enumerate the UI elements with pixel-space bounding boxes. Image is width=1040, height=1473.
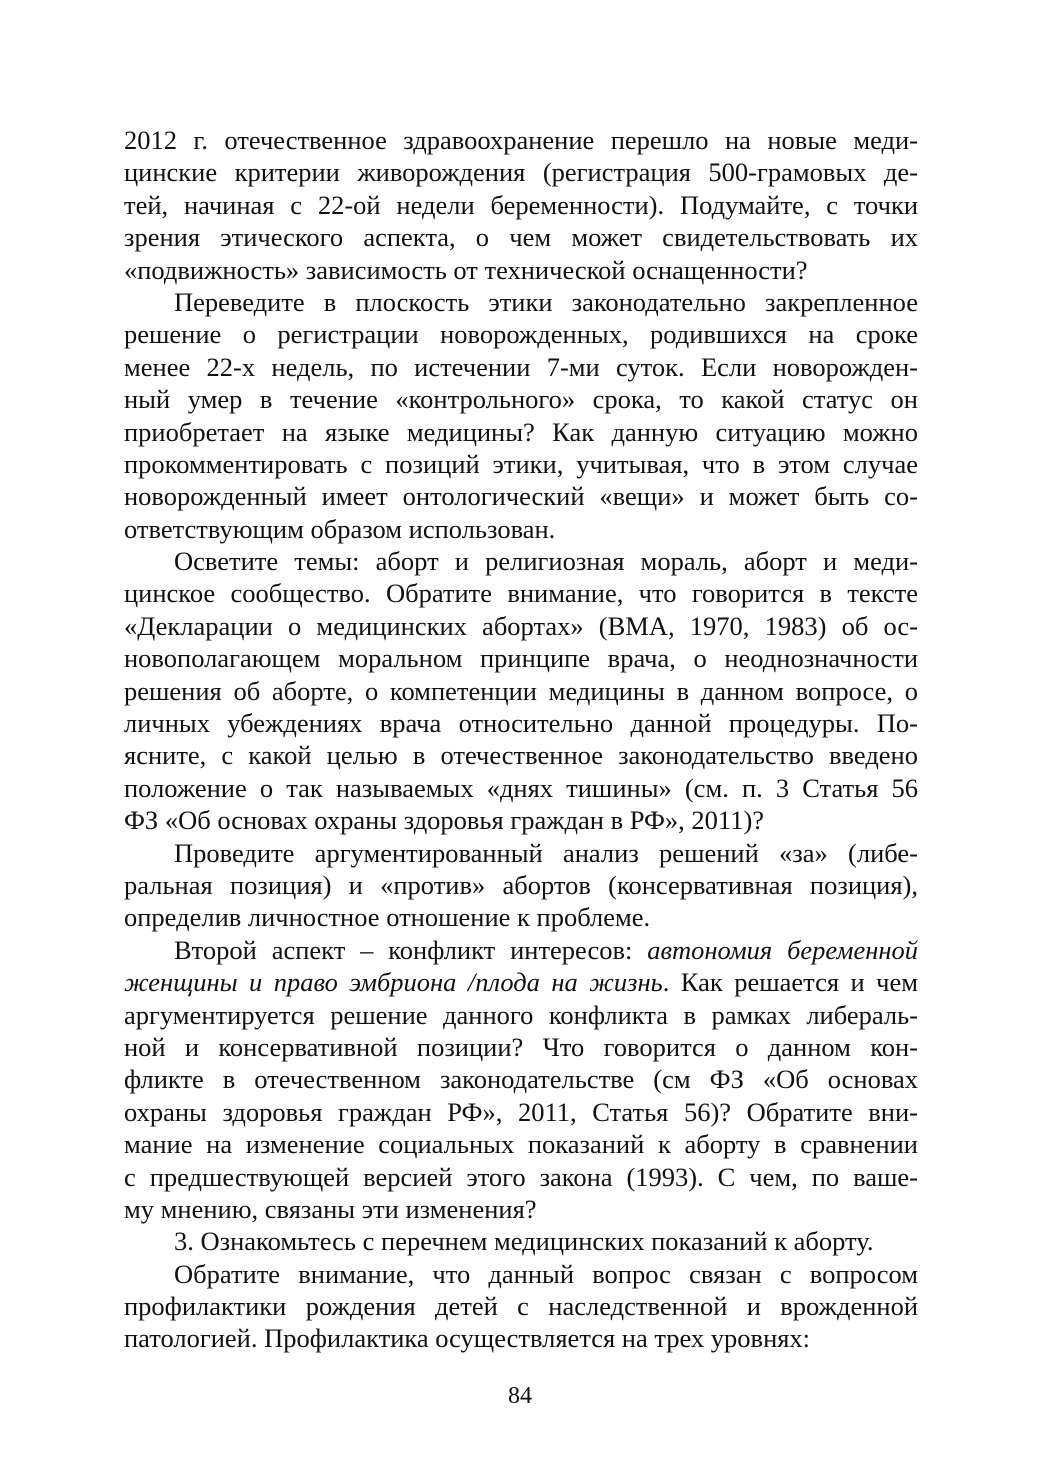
text-segment: Второй аспект – конфликт интересов: (174, 934, 648, 965)
page-number: 84 (508, 1383, 532, 1409)
text-line (124, 221, 918, 253)
text-segment: 2012 г. отечественное здравоохранение перешло на новые меди- (124, 125, 918, 155)
text-line (124, 416, 918, 448)
text-line (124, 1322, 918, 1354)
text-line (124, 739, 918, 771)
text-line (124, 707, 918, 739)
text-line (124, 1128, 918, 1160)
text-segment: профилактики рождения детей с наследственной и врожденной (124, 1291, 918, 1322)
text-line (124, 351, 918, 383)
text-line (124, 1225, 918, 1257)
text-segment: «Декларации о медицинских абортах» (ВМА, 1970, 1983) об ос- (124, 610, 918, 641)
text-segment: ясните, с какой целью в отечественное законодательство введено (124, 740, 918, 771)
text-line (124, 383, 918, 415)
text-line (124, 675, 918, 707)
text-segment: Осветите темы: аборт и религиозная мораль, аборт и меди- (174, 546, 918, 577)
text-line (124, 545, 918, 577)
text-segment: ответствующим образом использован. (124, 513, 556, 544)
text-segment: ный умер в течение «контрольного» срока, то какой статус он (124, 384, 918, 415)
text-segment: решение о регистрации новорожденных, родившихся на сроке (124, 319, 918, 350)
text-segment: цинское сообщество. Обратите внимание, что говорится в тексте (124, 578, 918, 609)
text-line (124, 642, 918, 674)
text-segment: «подвижность» зависимость от технической оснащенности? (124, 254, 808, 285)
text-line (124, 286, 918, 318)
text-line (124, 480, 918, 512)
text-segment: положение о так называемых «днях тишины» (см. п. 3 Статья 56 (124, 772, 918, 803)
paragraph (124, 934, 918, 1226)
text-line (124, 1258, 918, 1290)
paragraph (124, 1258, 918, 1355)
text-segment: Переведите в плоскость этики законодательно закрепленное (174, 286, 918, 317)
text-segment: . Как решается и чем (662, 967, 918, 998)
text-segment: Проведите аргументированный анализ решений «за» (либе- (174, 837, 918, 868)
italic-text: женщины и право эмбриона /плода на жизнь (124, 967, 663, 998)
text-line (124, 1193, 918, 1225)
text-line (124, 966, 918, 998)
text-segment: 3. Ознакомьтесь с перечнем медицинских показаний к аборту. (174, 1226, 874, 1257)
text-segment: патологией. Профилактика осуществляется на трех уровнях: (124, 1323, 811, 1354)
text-segment: решения об аборте, о компетенции медицины в данном вопросе, о (124, 675, 918, 706)
text-line (124, 1290, 918, 1322)
text-line (124, 610, 918, 642)
text-line (124, 1096, 918, 1128)
paragraph (124, 124, 918, 286)
text-segment: фликте в отечественном законодательстве (см ФЗ «Об основах (124, 1064, 918, 1095)
body-text (124, 124, 918, 1355)
text-line (124, 448, 918, 480)
text-segment: ФЗ «Об основах охраны здоровья граждан в РФ», 2011)? (124, 805, 765, 836)
text-segment: мание на изменение социальных показаний к аборту в сравнении (124, 1129, 918, 1160)
text-segment: личных убеждениях врача относительно данной процедуры. По- (124, 708, 918, 739)
text-line (124, 318, 918, 350)
text-segment: ральная позиция) и «против» абортов (консервативная позиция), (124, 869, 918, 900)
text-segment: менее 22-х недель, по истечении 7-ми суток. Если новорожден- (124, 351, 918, 382)
text-line (124, 999, 918, 1031)
text-segment: новорожденный имеет онтологический «вещи» и может быть со- (124, 481, 918, 512)
paragraph (124, 1225, 918, 1257)
text-line (124, 513, 918, 545)
paragraph (124, 545, 918, 837)
text-line (124, 124, 918, 156)
text-line (124, 837, 918, 869)
text-line (124, 156, 918, 188)
text-line (124, 254, 918, 286)
text-segment: охраны здоровья граждан РФ», 2011, Статья 56)? Обратите вни- (124, 1096, 918, 1127)
text-segment: приобретает на языке медицины? Как данную ситуацию можно (124, 416, 918, 447)
paragraph (124, 286, 918, 545)
text-line (124, 934, 918, 966)
text-line (124, 1161, 918, 1193)
text-line (124, 869, 918, 901)
text-segment: Обратите внимание, что данный вопрос связан с вопросом (174, 1258, 918, 1289)
text-segment: ной и консервативной позиции? Что говорится о данном кон- (124, 1031, 918, 1062)
text-line (124, 1063, 918, 1095)
text-segment: определив личностное отношение к проблеме. (124, 902, 651, 933)
text-segment: аргументируется решение данного конфликта в рамках либераль- (124, 999, 918, 1030)
paragraph (124, 837, 918, 934)
text-segment: новополагающем моральном принципе врача, о неоднозначности (124, 643, 918, 674)
text-segment: тей, начиная с 22-ой недели беременности). Подумайте, с точки (124, 189, 918, 220)
text-segment: с предшествующей версией этого закона (1993). С чем, по ваше- (124, 1161, 918, 1192)
text-segment: цинские критерии живорождения (регистрация 500-грамовых де- (124, 157, 918, 188)
text-line (124, 901, 918, 933)
italic-text: автономия беременной (647, 934, 918, 965)
text-line (124, 577, 918, 609)
text-segment: зрения этического аспекта, о чем может свидетельствовать их (124, 222, 918, 253)
text-line (124, 189, 918, 221)
text-line (124, 804, 918, 836)
text-line (124, 1031, 918, 1063)
text-segment: му мнению, связаны эти изменения? (124, 1193, 537, 1224)
text-segment: прокомментировать с позиций этики, учитывая, что в этом случае (124, 448, 918, 479)
text-line (124, 772, 918, 804)
